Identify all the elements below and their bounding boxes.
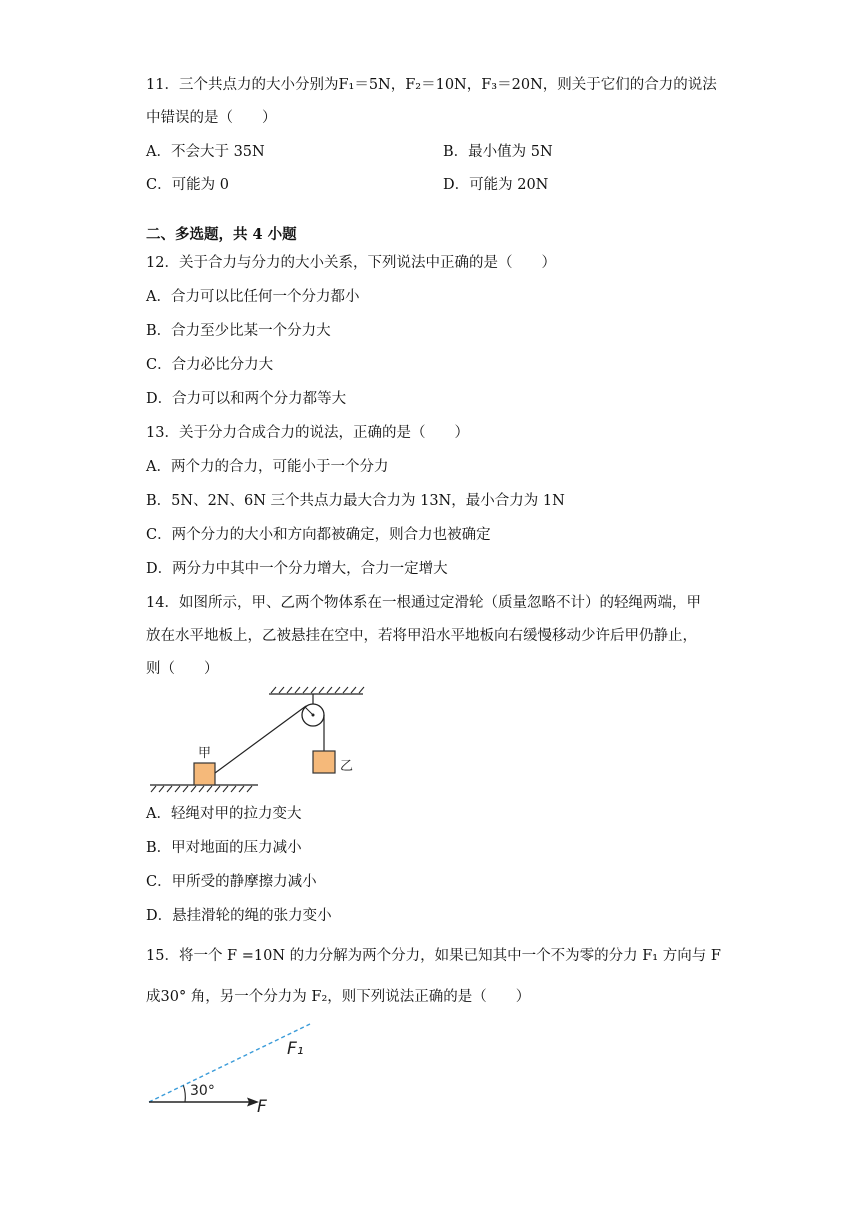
q13-option-b: B．5N、2N、6N 三个共点力最大合力为 13N，最小合力为 1N — [146, 493, 565, 509]
q14-option-a: A．轻绳对甲的拉力变大 — [146, 806, 302, 822]
q12-option-a: A．合力可以比任何一个分力都小 — [146, 289, 360, 305]
ceiling-hatch — [271, 687, 364, 693]
q14-stem-line1: 14．如图所示，甲、乙两个物体系在一根通过定滑轮（质量忽略不计）的轻绳两端，甲 — [146, 595, 701, 611]
q14-option-b: B．甲对地面的压力减小 — [146, 840, 302, 856]
q11-option-c: C．可能为 0 — [146, 177, 229, 193]
q13-option-c: C．两个分力的大小和方向都被确定，则合力也被确定 — [146, 527, 491, 543]
q12-option-c: C．合力必比分力大 — [146, 357, 274, 373]
rope-to-jia — [215, 706, 306, 773]
pulley-figure — [145, 685, 375, 800]
angle-arc — [183, 1086, 185, 1103]
force-figure — [145, 1020, 315, 1120]
q12-option-b: B．合力至少比某一个分力大 — [146, 323, 331, 339]
q13-option-d: D．两分力中其中一个分力增大，合力一定增大 — [146, 561, 448, 577]
q13-stem: 13．关于分力合成合力的说法，正确的是（ ） — [146, 425, 469, 441]
q11-stem-line2: 中错误的是（ ） — [146, 110, 277, 126]
q14-option-c: C．甲所受的静摩擦力减小 — [146, 874, 317, 890]
f-label: F — [257, 1097, 267, 1117]
angle-label: 30° — [190, 1083, 215, 1099]
q11-option-b: B．最小值为 5N — [443, 144, 553, 160]
ground-hatch — [151, 786, 252, 792]
q15-stem-line2: 成30° 角，另一个分力为 F₂，则下列说法正确的是（ ） — [146, 989, 531, 1005]
q11-option-a: A．不会大于 35N — [146, 144, 265, 160]
q12-option-d: D．合力可以和两个分力都等大 — [146, 391, 347, 407]
q11-option-d: D．可能为 20N — [443, 177, 549, 193]
q15-stem-line1: 15．将一个 F =10N 的力分解为两个分力，如果已知其中一个不为零的分力 F₁ 方向与 F — [146, 948, 721, 964]
q11-stem-line1: 11．三个共点力的大小分别为F₁＝5N，F₂＝10N，F₃＝20N，则关于它们的合力的说法 — [146, 77, 717, 93]
label-yi: 乙 — [340, 759, 354, 774]
f1-label: F₁ — [287, 1039, 304, 1059]
f1-direction-line — [149, 1024, 310, 1102]
q12-stem: 12．关于合力与分力的大小关系，下列说法中正确的是（ ） — [146, 255, 556, 271]
q14-option-d: D．悬挂滑轮的绳的张力变小 — [146, 908, 332, 924]
block-jia — [194, 763, 215, 785]
label-jia: 甲 — [198, 746, 212, 761]
q14-stem-line2: 放在水平地板上，乙被悬挂在空中，若将甲沿水平地板向右缓慢移动少许后甲仍静止， — [146, 628, 697, 644]
q13-option-a: A．两个力的合力，可能小于一个分力 — [146, 459, 389, 475]
block-yi — [313, 751, 335, 773]
q14-stem-line3: 则（ ） — [146, 661, 219, 677]
section-title: 二、多选题，共 4 小题 — [146, 226, 297, 243]
